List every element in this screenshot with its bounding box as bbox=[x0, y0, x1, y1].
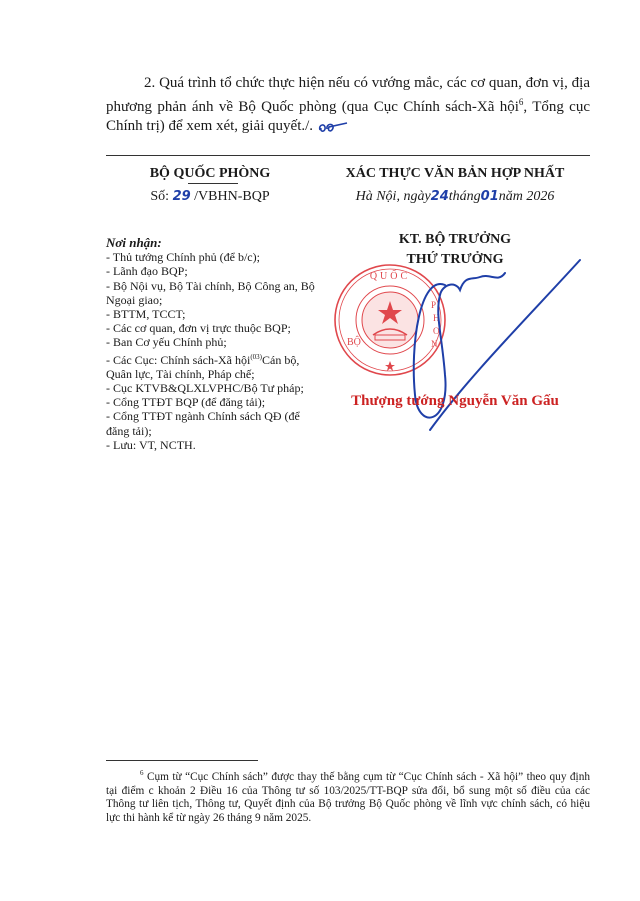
footnote-separator bbox=[106, 760, 258, 761]
document-title: XÁC THỰC VĂN BẢN HỢP NHẤT bbox=[345, 166, 565, 181]
recipient-item: - Lưu: VT, NCTH. bbox=[106, 437, 196, 452]
header-separator bbox=[106, 155, 590, 156]
date-prefix: Hà Nội, ngày bbox=[355, 189, 431, 204]
recipient-item: - Bộ Nội vụ, Bộ Tài chính, Bộ Công an, Bộ Ngoại giao; bbox=[106, 278, 315, 307]
recipient-item: - Ban Cơ yếu Chính phủ; bbox=[106, 335, 227, 350]
recipient-item: - Thủ tướng Chính phủ (để b/c); bbox=[106, 250, 260, 265]
signature-line-2: THỨ TRƯỞNG bbox=[406, 252, 504, 267]
organization-name: BỘ QUỐC PHÒNG bbox=[149, 166, 271, 181]
recipient-item-text: - Các Cục: Chính sách-Xã hội bbox=[106, 352, 251, 367]
organization-underline bbox=[188, 183, 238, 184]
recipient-item: - Các cơ quan, đơn vị trực thuộc BQP; bbox=[106, 321, 291, 336]
handwritten-number: 29 bbox=[172, 189, 191, 204]
recipients-heading: Nơi nhận: bbox=[106, 235, 162, 250]
recipient-item-rest: Cán bộ, Quân lực, Tài chính, Pháp chế; bbox=[106, 352, 300, 381]
paragraph-text: 2. Quá trình tổ chức thực hiện nếu có vướng mắc, các cơ quan, đơn vị, địa phương phản ánh về Bộ Quốc phòng (qua Cục Chính sách-Xã hội bbox=[106, 75, 590, 115]
svg-text:O: O bbox=[433, 326, 440, 336]
signature-line-1: KT. BỘ TRƯỞNG bbox=[398, 232, 512, 247]
footnote-number: 6 bbox=[140, 769, 144, 777]
body-paragraph-2 bbox=[106, 74, 590, 136]
document-date bbox=[320, 189, 590, 205]
svg-text:BỘ: BỘ bbox=[347, 337, 361, 348]
number-suffix: /VBHN-BQP bbox=[190, 189, 270, 204]
recipient-item: - Cổng TTĐT BQP (để đăng tải); bbox=[106, 395, 266, 410]
svg-text:P: P bbox=[431, 300, 437, 310]
month-label: tháng bbox=[448, 189, 481, 204]
recipients-list bbox=[106, 236, 326, 452]
svg-text:QUỐC: QUỐC bbox=[369, 271, 411, 282]
handwritten-day: 24 bbox=[430, 189, 449, 204]
document-number bbox=[130, 189, 290, 205]
year-text: năm 2026 bbox=[498, 189, 555, 204]
svg-text:H: H bbox=[433, 313, 440, 323]
recipient-item: - Cổng TTĐT ngành Chính sách QĐ (để đăng tải); bbox=[106, 409, 300, 438]
footnote bbox=[106, 767, 590, 826]
number-label: Số: bbox=[150, 189, 173, 204]
paragraph-text-end: , Tổng cục Chính trị) để xem xét, giải quyết./. bbox=[106, 99, 590, 134]
recipient-item: - Lãnh đạo BQP; bbox=[106, 264, 188, 279]
signer-name: Thượng tướng Nguyễn Văn Gấu bbox=[351, 393, 559, 409]
footnote-text: Cụm từ “Cục Chính sách” được thay thế bằng cụm từ “Cục Chính sách - Xã hội” theo quy định tại điểm c khoản 2 Điều 16 của Thông tư số 103/2025/TT-BQP sửa đổi, bổ sung một số điều của các Thông tư liên tịch, Thông tư, Quyết định của Bộ trưởng Bộ Quốc phòng về lĩnh vực chính sách, có hiệu lực thi hành kể từ ngày 26 tháng 9 năm 2025. bbox=[106, 770, 590, 825]
recipient-sup: (03) bbox=[250, 352, 262, 361]
recipient-item bbox=[106, 350, 326, 381]
footnote-ref: 6 bbox=[518, 97, 524, 107]
initials-signature-icon bbox=[317, 120, 353, 134]
svg-text:N: N bbox=[431, 339, 438, 349]
handwritten-month: 01 bbox=[480, 189, 499, 204]
recipient-item: - BTTM, TCCT; bbox=[106, 307, 186, 322]
recipient-item: - Cục KTVB&QLXLVPHC/Bộ Tư pháp; bbox=[106, 381, 304, 396]
